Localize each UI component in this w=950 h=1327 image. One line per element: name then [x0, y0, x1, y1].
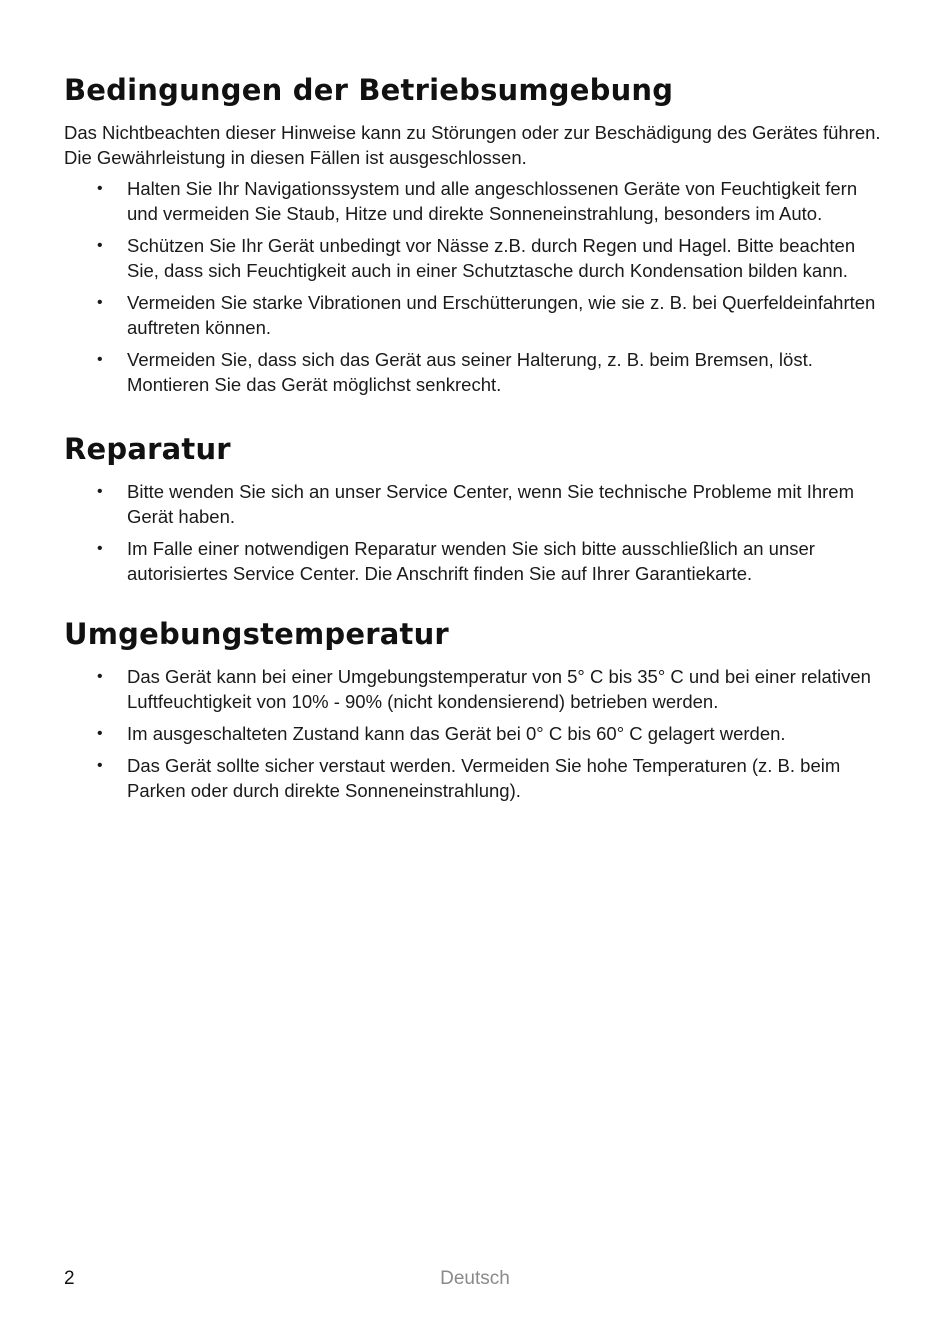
list-item-text: Halten Sie Ihr Navigationssystem und alle angeschlossenen Geräte von Feuchtigkeit fern und vermeiden Sie Staub, Hitze und direkte Sonneneinstrahlung, besonders im Auto. — [127, 178, 858, 224]
bullet-list-betriebsumgebung — [64, 176, 886, 397]
bullet-icon: • — [97, 294, 103, 311]
list-item-text: Bitte wenden Sie sich an unser Service Center, wenn Sie technische Probleme mit Ihrem Gerät haben. — [127, 481, 855, 527]
section-heading-reparatur: Reparatur — [64, 432, 231, 466]
list-item — [64, 721, 886, 746]
bullet-icon: • — [97, 668, 103, 685]
document-page — [64, 72, 886, 810]
list-item-text: Vermeiden Sie starke Vibrationen und Erschütterungen, wie sie z. B. bei Querfeldeinfahrten auftreten können. — [127, 292, 876, 338]
list-item — [64, 753, 886, 803]
bullet-icon: • — [97, 757, 103, 774]
list-item-text: Vermeiden Sie, dass sich das Gerät aus seiner Halterung, z. B. beim Bremsen, löst. Montieren Sie das Gerät möglichst senkrecht. — [127, 349, 813, 395]
list-item-text: Im Falle einer notwendigen Reparatur wenden Sie sich bitte ausschließlich an unser autorisiertes Service Center. Die Anschrift finden Sie auf Ihrer Garantiekarte. — [127, 538, 815, 584]
list-item — [64, 347, 886, 397]
list-item — [64, 479, 886, 529]
list-item-text: Das Gerät kann bei einer Umgebungstemperatur von 5° C bis 35° C und bei einer relativen Luftfeuchtigkeit von 10% - 90% (nicht kondensierend) betrieben werden. — [127, 666, 871, 712]
bullet-list-umgebungstemperatur — [64, 664, 886, 803]
list-item-text: Das Gerät sollte sicher verstaut werden. Vermeiden Sie hohe Temperaturen (z. B. beim Parken oder durch direkte Sonneneinstrahlung). — [127, 755, 841, 801]
bullet-icon: • — [97, 351, 103, 368]
bullet-icon: • — [97, 483, 103, 500]
section-heading-betriebsumgebung: Bedingungen der Betriebsumgebung — [64, 73, 674, 107]
list-item — [64, 233, 886, 283]
list-item — [64, 536, 886, 586]
footer-language: Deutsch — [440, 1268, 510, 1289]
bullet-icon: • — [97, 180, 103, 197]
list-item-text: Schützen Sie Ihr Gerät unbedingt vor Nässe z.B. durch Regen und Hagel. Bitte beachten Sie, dass sich Feuchtigkeit auch in einer Schutztasche durch Kondensation bilden kann. — [127, 235, 856, 281]
section-heading-umgebungstemperatur: Umgebungstemperatur — [64, 617, 449, 651]
section-intro-betriebsumgebung: Das Nichtbeachten dieser Hinweise kann zu Störungen oder zur Beschädigung des Gerätes führen. Die Gewährleistung in diesen Fällen ist ausgeschlossen. — [64, 122, 881, 168]
page-number: 2 — [64, 1268, 75, 1289]
bullet-icon: • — [97, 540, 103, 557]
list-item — [64, 176, 886, 226]
bullet-icon: • — [97, 237, 103, 254]
list-item-text: Im ausgeschalteten Zustand kann das Gerät bei 0° C bis 60° C gelagert werden. — [127, 723, 786, 744]
list-item — [64, 290, 886, 340]
list-item — [64, 664, 886, 714]
bullet-list-reparatur — [64, 479, 886, 586]
bullet-icon: • — [97, 725, 103, 742]
